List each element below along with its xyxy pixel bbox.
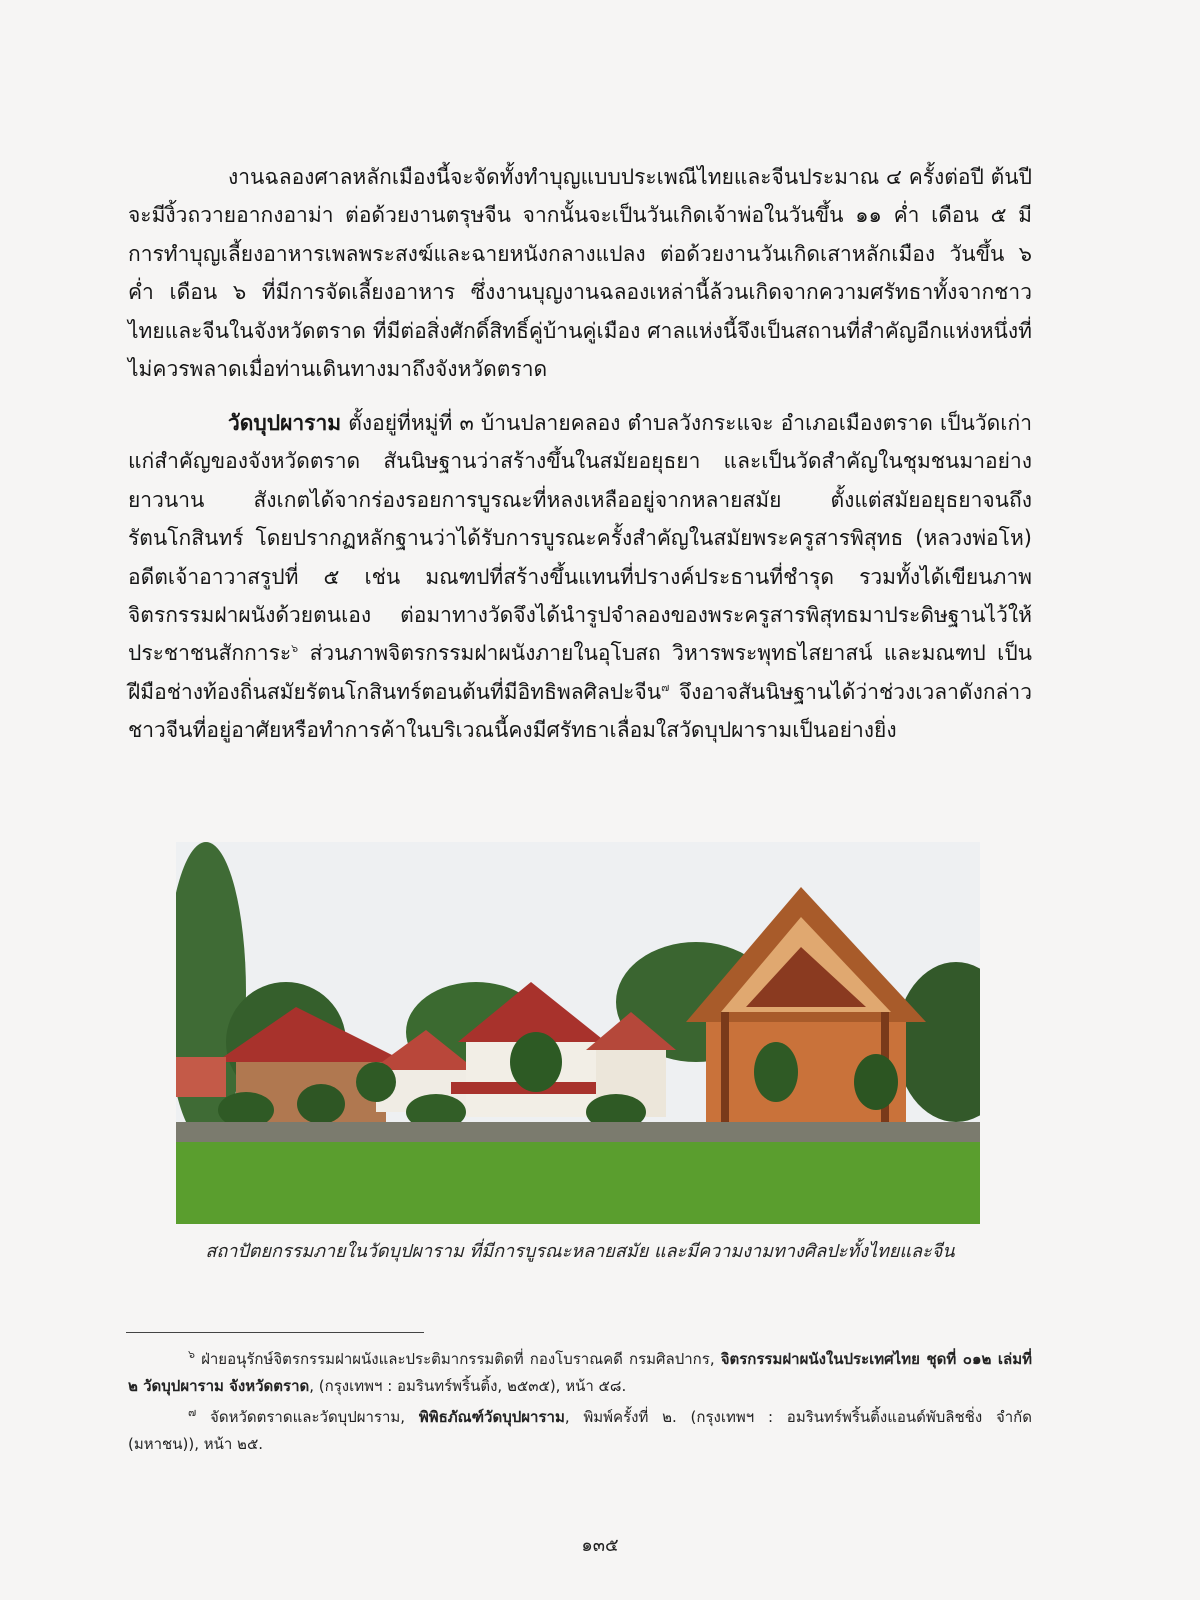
- page-number: ๑๓๕: [581, 1535, 619, 1556]
- paragraph-text-part-1: ตั้งอยู่ที่หมู่ที่ ๓ บ้านปลายคลอง ตำบลวังกระแจะ อำเภอเมืองตราด เป็นวัดเก่าแก่สำคัญของจังหวัดตราด สันนิษฐานว่าสร้างขึ้นในสมัยอยุธยา และเป็นวัดสำคัญในชุมชนมาอย่างยาวนาน สังเกตได้จากร่องรอยการบูรณะที่หลงเหลืออยู่จากหลายสมัย ตั้งแต่สมัยอยุธยาจนถึงรัตนโกสินทร์ โดยปรากฏหลักฐานว่าได้รับการบูรณะครั้งสำคัญในสมัยพระครูสารพิสุทธ (หลวงพ่อโห) อดีตเจ้าอาวาสรูปที่ ๕ เช่น มณฑปที่สร้างขึ้นแทนที่ปรางค์ประธานที่ชำรุด รวมทั้งได้เขียนภาพจิตรกรรมฝาผนังด้วยตนเอง ต่อมาทางวัดจึงได้นำรูปจำลองของพระครูสารพิสุทธมาประดิษฐานไว้ให้ประชาชนสักการะ: [128, 411, 1032, 666]
- footnote-7-title: พิพิธภัณฑ์วัดบุปผาราม: [418, 1408, 565, 1426]
- footnote-7-text-a: จัดหวัดตราดและวัดบุปผาราม,: [196, 1408, 419, 1426]
- footnote-divider: [126, 1332, 424, 1333]
- temple-photo-illustration: [176, 842, 980, 1224]
- paragraph-text-part-3: จึงอาจสันนิษฐานได้ว่าช่วงเวลาดังกล่าว ชาวจีนที่อยู่อาศัยหรือทำการค้าในบริเวณนี้คงมีศรัทธาเลื่อมใสวัดบุปผารามเป็นอย่างยิ่ง: [128, 679, 1032, 743]
- footnote-7: [128, 1404, 1032, 1458]
- temple-photo: [176, 842, 980, 1224]
- photo-path: [176, 1122, 980, 1142]
- paragraph-heading-wat-buppharam: วัดบุปผาราม: [228, 411, 342, 435]
- footnote-6-text-a: ฝ่ายอนุรักษ์จิตรกรรมฝาผนังและประติมากรรมติดที่ กองโบราณคดี กรมศิลปากร,: [194, 1350, 721, 1368]
- footnote-6: [128, 1346, 1032, 1400]
- paragraph-city-pillar-festival: งานฉลองศาลหลักเมืองนี้จะจัดทั้งทำบุญแบบประเพณีไทยและจีนประมาณ ๔ ครั้งต่อปี ต้นปีจะมีงิ้วถวายอากงอาม่า ต่อด้วยงานตรุษจีน จากนั้นจะเป็นวันเกิดเจ้าพ่อในวันขึ้น ๑๑ ค่ำ เดือน ๕ มีการทำบุญเลี้ยงอาหารเพลพระสงฆ์และฉายหนังกลางแปลง ต่อด้วยงานวันเกิดเสาหลักเมือง วันขึ้น ๖ ค่ำ เดือน ๖ ที่มีการจัดเลี้ยงอาหาร ซึ่งงานบุญงานฉลองเหล่านี้ล้วนเกิดจากความศรัทธาทั้งจากชาวไทยและจีนในจังหวัดตราด ที่มีต่อสิ่งศักดิ์สิทธิ์คู่บ้านคู่เมือง ศาลแห่งนี้จึงเป็นสถานที่สำคัญอีกแห่งหนึ่งที่ไม่ควรพลาดเมื่อท่านเดินทางมาถึงจังหวัดตราด: [128, 165, 1032, 382]
- footnote-6-text-b: , (กรุงเทพฯ : อมรินทร์พริ้นติ้ง, ๒๕๓๕), หน้า ๕๘.: [309, 1377, 627, 1395]
- paragraph-text-part-2: ส่วนภาพจิตรกรรมฝาผนังภายในอุโบสถ วิหารพระพุทธไสยาสน์ และมณฑป เป็นฝีมือช่างท้องถิ่นสมัยรัตนโกสินทร์ตอนต้นที่มีอิทธิพลศิลปะจีน: [128, 641, 1032, 704]
- photo-caption: สถาปัตยกรรมภายในวัดบุปผาราม ที่มีการบูรณะหลายสมัย และมีความงามทางศิลปะทั้งไทยและจีน: [205, 1241, 955, 1262]
- footnote-reference-7[interactable]: ๗: [661, 680, 670, 694]
- footnote-6-title: จิตรกรรมฝาผนังในประเทศไทย ชุดที่ ๐๑๒ เล่มที่ ๒ วัดบุปผาราม จังหวัดตราด: [128, 1350, 1032, 1395]
- footnote-marker-6: ๖: [188, 1348, 195, 1361]
- paragraph-wat-buppharam: [128, 404, 1032, 750]
- footnote-7-text-b: , พิมพ์ครั้งที่ ๒. (กรุงเทพฯ : อมรินทร์พริ้นติ้งแอนด์พับลิชชิ่ง จำกัด (มหาชน)), หน้า ๒๕.: [128, 1408, 1032, 1453]
- photo-lawn: [176, 1142, 980, 1224]
- footnote-reference-6[interactable]: ๖: [291, 642, 299, 656]
- footnote-marker-7: ๗: [188, 1406, 197, 1419]
